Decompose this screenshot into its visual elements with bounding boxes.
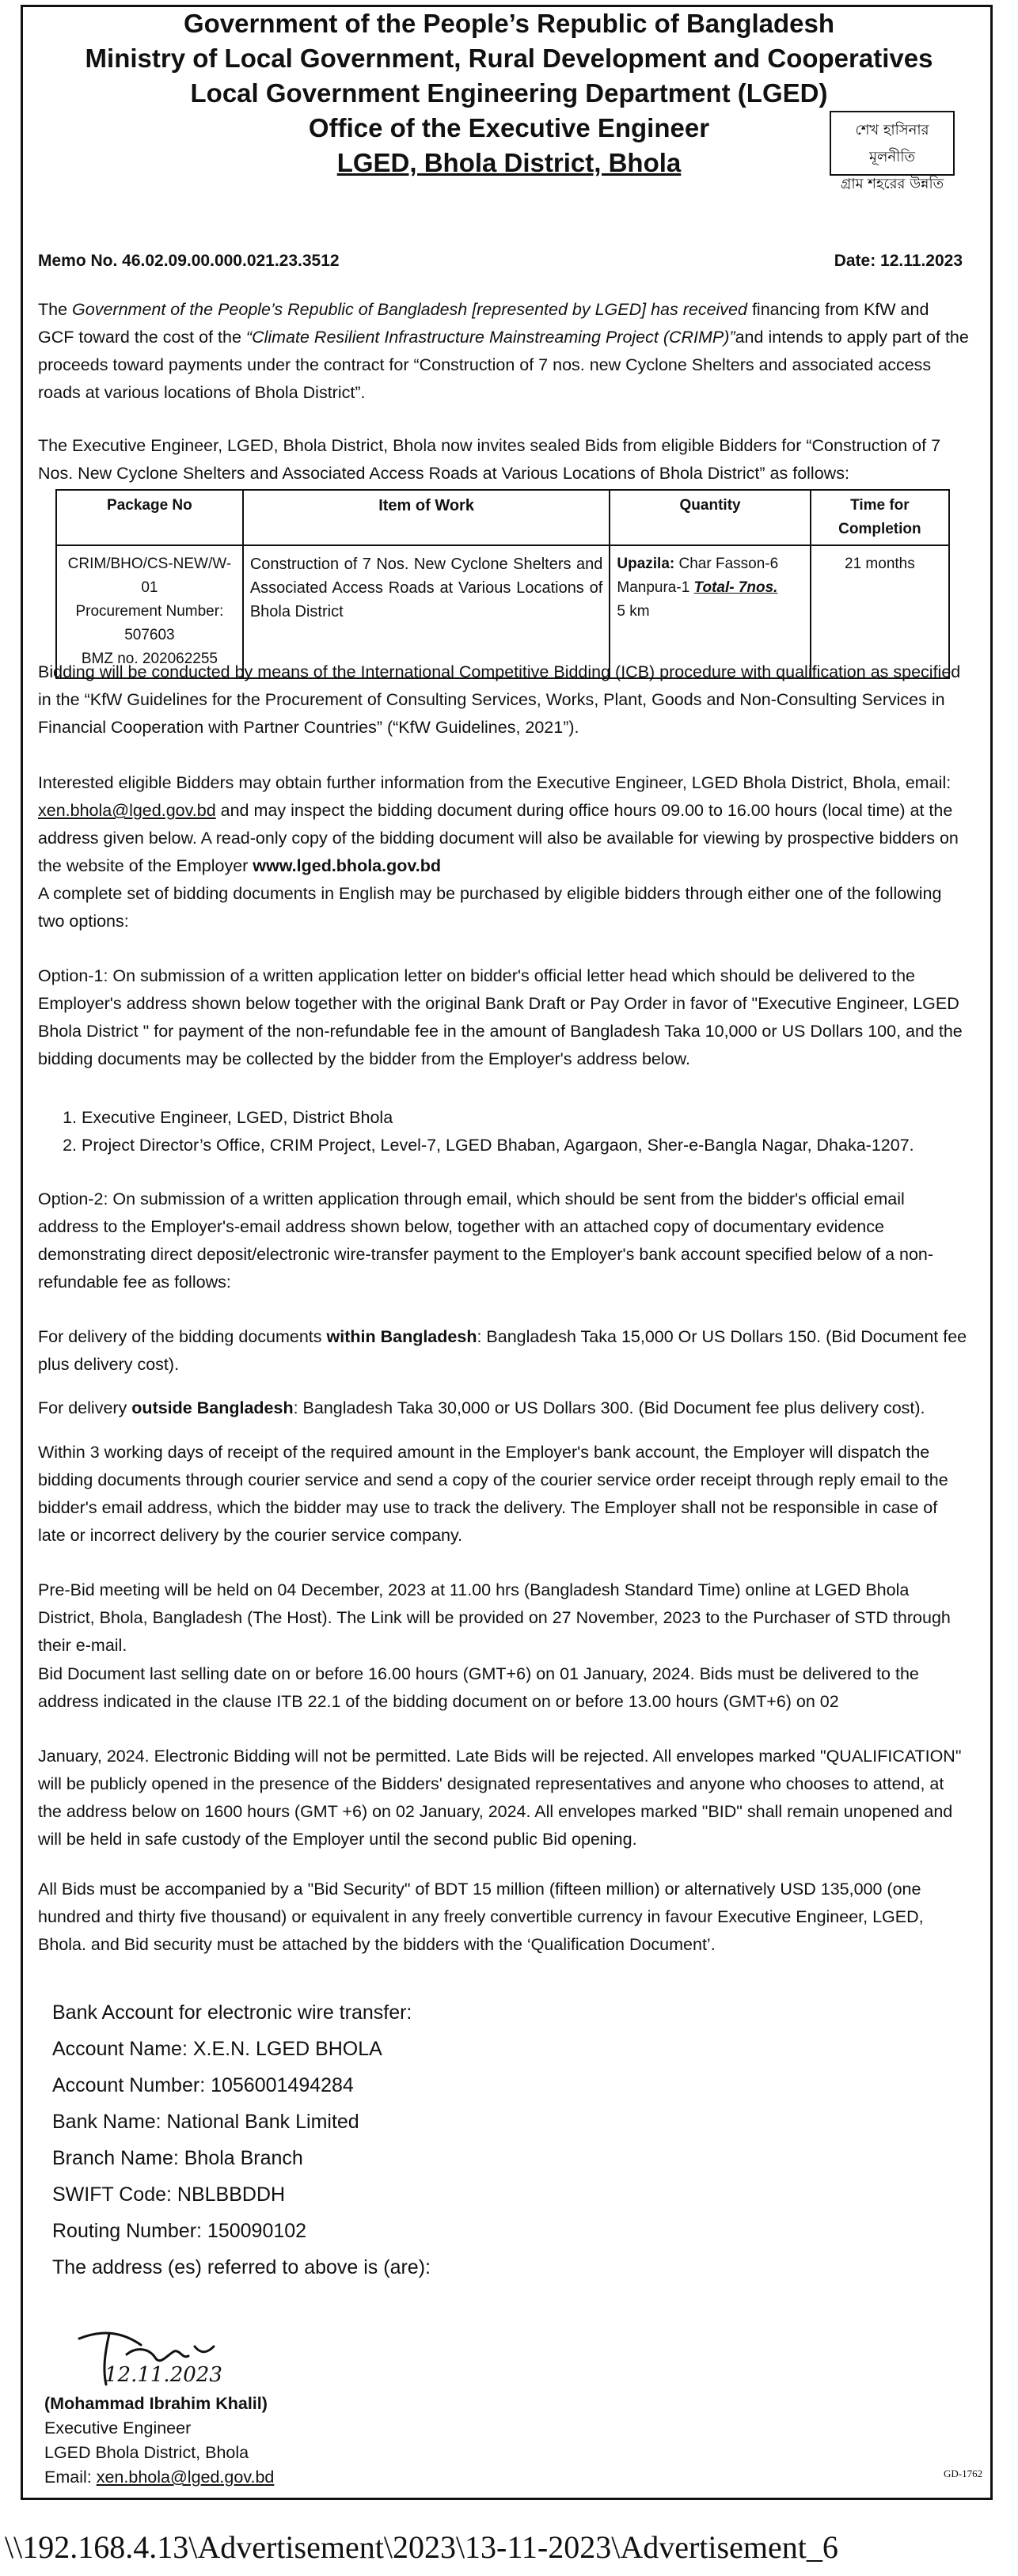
- header-time-for-completion: Time for Completion: [811, 490, 949, 545]
- header-government: Government of the People’s Republic of Bangladesh: [183, 9, 835, 38]
- within-text: : Bangladesh Taka 15,000 Or US Dollars 150. (Bid Document fee plus delivery cost).: [38, 1327, 967, 1374]
- handwritten-signature: [47, 2323, 285, 2394]
- signature-date: 12.11.2023: [104, 2363, 222, 2387]
- within-emphasis: within Bangladesh: [326, 1327, 477, 1346]
- option-2-paragraph: Option-2: On submission of a written application through email, which should be sent from the bidder's official email address to the Employer's-email address shown below, together with an attached copy of documentary evidence demonstrating direct deposit/electronic wire-transfer payment to the Employer's bank account specified below of a non-refundable fee as follows:: [38, 1189, 934, 1292]
- header-ministry: Ministry of Local Government, Rural Development and Cooperatives: [85, 44, 933, 73]
- qty-manpura: Manpura-1: [617, 579, 694, 596]
- procurement-number: Procurement Number: 507603: [75, 603, 224, 643]
- bid-security-paragraph: All Bids must be accompanied by a "Bid Security" of BDT 15 million (fifteen million) or alternatively USD 135,000 (one hundred and thirty five thousand) or equivalent in any freely convertible currency in favour Executive Engineer, LGED, Bhola. and Bid security must be attached by the bidders with the ‘Qualification Document’.: [38, 1880, 924, 1954]
- list-item: 1. Executive Engineer, LGED, District Bhola: [82, 1104, 1012, 1132]
- email-label: Email:: [44, 2468, 97, 2487]
- item-of-work-cell: Construction of 7 Nos. New Cyclone Shelters and Associated Access Roads at Various Locations of Bhola District: [243, 545, 610, 678]
- intro-text: and intends to apply part of the proceeds toward payments under the contract for “Construction of 7 nos. new Cyclone Shelters and associated access roads at various locations of Bhola District”.: [38, 328, 969, 402]
- officer-office: LGED Bhola District, Bhola: [44, 2443, 249, 2462]
- outside-emphasis: outside Bangladesh: [131, 1398, 294, 1417]
- gd-code: GD-1762: [944, 2468, 983, 2479]
- icb-paragraph: Bidding will be conducted by means of the International Competitive Bidding (ICB) procedure with qualification as specified in the “KfW Guidelines for the Procurement of Consulting Services, Works, Plant, Goods and Non-Consulting Services in Financial Cooperation with Partner Countries” (“KfW Guidelines, 2021”).: [38, 662, 961, 737]
- electronic-bidding-paragraph: January, 2024. Electronic Bidding will not be permitted. Late Bids will be rejected. All envelopes marked "QUALIFICATION" will be publicly opened in the presence of the Bidders' designated representatives and anyone who chooses to attend, at the address below on 1600 hours (GMT +6) on 02 January, 2024. All envelopes marked "BID" shall remain unopened and will be held in safe custody of the Employer until the second public Bid opening.: [38, 1747, 962, 1849]
- outside-text: : Bangladesh Taka 30,000 or US Dollars 300. (Bid Document fee plus delivery cost).: [293, 1398, 925, 1417]
- header-package-no: Package No: [56, 490, 243, 545]
- header-item-of-work: Item of Work: [243, 490, 610, 545]
- address-list: [38, 1104, 1012, 1159]
- information-paragraph: [38, 769, 969, 880]
- intro-government: Government of the People’s Republic of Bangladesh [represented by LGED] has received: [72, 300, 747, 319]
- bmz-number: BMZ no. 202062255: [81, 651, 218, 667]
- upazila-label: Upazila:: [617, 556, 675, 572]
- outside-bangladesh-paragraph: [38, 1394, 969, 1422]
- bank-details: [52, 1994, 431, 2286]
- list-item: 2. Project Director’s Office, CRIM Project, Level-7, LGED Bhaban, Agargaon, Sher-e-Bangla Nagar, Dhaka-1207.: [82, 1132, 1012, 1159]
- email-link[interactable]: xen.bhola@lged.gov.bd: [38, 801, 216, 820]
- memo-number: Memo No. 46.02.09.00.000.021.23.3512: [38, 252, 340, 270]
- qty-char-fasson: Char Fasson-6: [674, 556, 779, 572]
- package-code: CRIM/BHO/CS-NEW/W-01: [67, 556, 232, 596]
- option-1-paragraph: Option-1: On submission of a written application letter on bidder's official letter head which should be delivered to the Employer's address shown below together with the original Bank Draft or Pay Order in favor of "Executive Engineer, LGED Bhola District " for payment of the non-refundable fee in the amount of Bangladesh Taka 10,000 or US Dollars 100, and the bidding documents may be collected by the bidder from the Employer's address below.: [38, 966, 963, 1068]
- address-reference: The address (es) referred to above is (are):: [52, 2256, 431, 2278]
- package-table: [55, 489, 950, 679]
- within-text: For delivery of the bidding documents: [38, 1327, 327, 1346]
- swift-code: SWIFT Code: NBLBBDDH: [52, 2183, 286, 2206]
- routing-number: Routing Number: 150090102: [52, 2220, 307, 2242]
- bank-heading: Bank Account for electronic wire transfer:: [52, 2001, 412, 2024]
- account-number: Account Number: 1056001494284: [52, 2074, 354, 2096]
- header-district: LGED, Bhola District, Bhola: [336, 148, 682, 177]
- officer-name: (Mohammad Ibrahim Khalil): [44, 2394, 268, 2413]
- officer-email: [44, 2465, 274, 2490]
- account-name: Account Name: X.E.N. LGED BHOLA: [52, 2038, 382, 2060]
- bank-name: Bank Name: National Bank Limited: [52, 2111, 359, 2133]
- slogan-line-2: গ্রাম শহরের উন্নতি: [840, 176, 944, 192]
- signatory-block: [44, 2392, 274, 2490]
- last-date-paragraph: Bid Document last selling date on or before 16.00 hours (GMT+6) on 01 January, 2024. Bids must be delivered to the address indicated in the clause ITB 22.1 of the bidding document on or before 13.00 hours (GMT+6) on 02: [38, 1664, 919, 1711]
- header-office: Office of the Executive Engineer: [308, 113, 710, 142]
- prebid-paragraph: Pre-Bid meeting will be held on 04 December, 2023 at 11.00 hrs (Bangladesh Standard Time) online at LGED Bhola District, Bhola, Bangladesh (The Host). The Link will be provided on 27 November, 2023 to the Purchaser of STD through their e-mail.: [38, 1580, 951, 1655]
- branch-name: Branch Name: Bhola Branch: [52, 2147, 303, 2169]
- intro-text: The: [38, 300, 73, 319]
- intro-project: “Climate Resilient Infrastructure Mainstreaming Project (CRIMP)”: [245, 328, 735, 347]
- complete-set-paragraph: A complete set of bidding documents in English may be purchased by eligible bidders through either one of the following two options:: [38, 884, 942, 931]
- within-bangladesh-paragraph: [38, 1323, 969, 1379]
- header-quantity: Quantity: [610, 490, 810, 545]
- table-header-row: [56, 490, 949, 545]
- info-text: and may inspect the bidding document during office hours 09.00 to 16.00 hours (local time) at the address given below. A read-only copy of the bidding document will also be available for viewing by prospective bidders on the website of the Employer: [38, 801, 959, 875]
- memo-date: Date: 12.11.2023: [834, 252, 963, 270]
- header-department: Local Government Engineering Department (LGED): [190, 78, 828, 108]
- outside-text: For delivery: [38, 1398, 132, 1417]
- slogan-line-1: শেখ হাসিনার মূলনীতি: [855, 122, 929, 165]
- intro-paragraph: [38, 296, 969, 407]
- slogan-box: [830, 111, 955, 192]
- dispatch-paragraph: Within 3 working days of receipt of the required amount in the Employer's bank account, the Employer will dispatch the bidding documents through courier service and send a copy of the courier service order receipt through reply email to the bidder's email address, which the bidder may use to track the delivery. The Employer shall not be responsible in case of late or incorrect delivery by the courier service company.: [38, 1443, 948, 1545]
- intro-text: financing from KfW and GCF toward the cost of the: [38, 300, 929, 347]
- info-text: Interested eligible Bidders may obtain further information from the Executive Engineer, LGED Bhola District, Bhola, email:: [38, 773, 952, 792]
- officer-title: Executive Engineer: [44, 2419, 192, 2438]
- invitation-paragraph: The Executive Engineer, LGED, Bhola District, Bhola now invites sealed Bids from eligible Bidders for “Construction of 7 Nos. New Cyclone Shelters and Associated Access Roads at Various Locations of Bhola District” as follows:: [38, 436, 941, 483]
- qty-road-length: 5 km: [617, 603, 650, 620]
- qty-total: Total- 7nos.: [693, 579, 778, 596]
- officer-email-link[interactable]: xen.bhola@lged.gov.bd: [96, 2468, 275, 2487]
- website-link[interactable]: www.lged.bhola.gov.bd: [253, 856, 441, 875]
- file-path-caption: \\192.168.4.13\Advertisement\2023\13-11-2023\Advertisement_6: [5, 2529, 838, 2565]
- time-cell: 21 months: [811, 545, 949, 678]
